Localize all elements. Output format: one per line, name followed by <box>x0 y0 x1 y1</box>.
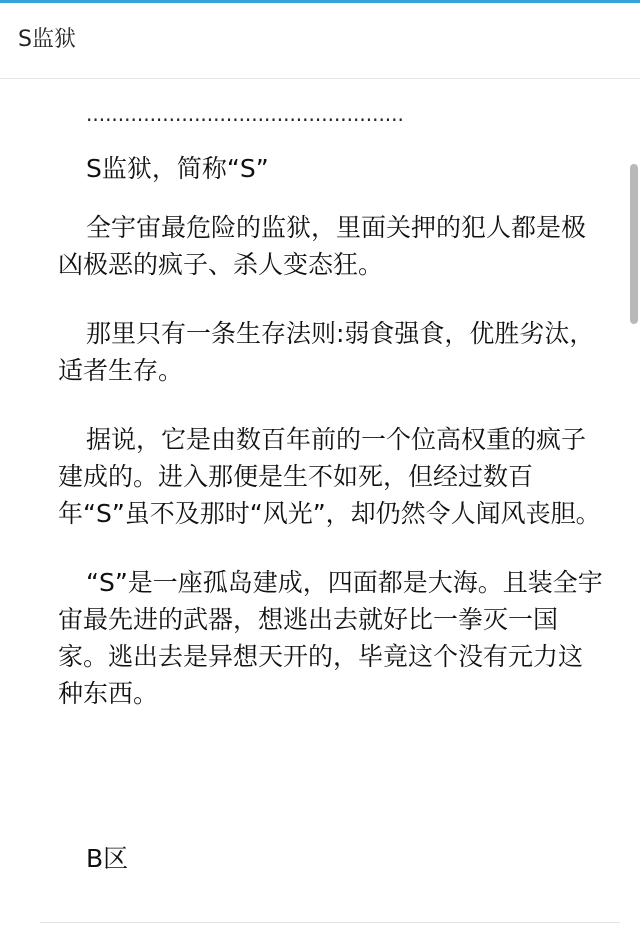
bottom-divider <box>40 922 620 923</box>
paragraph-1: S监狱，简称“S” <box>86 154 269 183</box>
paragraph-2: 全宇宙最危险的监狱，里面关押的犯人都是极凶极恶的疯子、杀人变态狂。 <box>58 213 587 279</box>
paragraph-3: 那里只有一条生存法则:弱食强食，优胜劣汰，适者生存。 <box>58 319 595 385</box>
reader-scroll-area[interactable] <box>0 80 640 927</box>
section-heading-b: B区 <box>86 844 129 873</box>
app-header <box>0 3 640 79</box>
paragraph-5: “S”是一座孤岛建成，四面都是大海。且装全宇宙最先进的武器，想逃出去就好比一拳灭一国家。逃出去是异想天开的，毕竟这个没有元力这种东西。 <box>58 568 603 708</box>
page-title: S监狱 <box>18 27 76 52</box>
section-separator: .................................................. <box>86 102 404 126</box>
scrollbar[interactable] <box>626 80 640 927</box>
paragraph-4: 据说，它是由数百年前的一个位高权重的疯子建成的。进入那便是生不如死，但经过数百年“S”虽不及那时“风光”，却仍然令人闻风丧胆。 <box>58 425 601 528</box>
article-content <box>58 80 606 877</box>
scrollbar-thumb[interactable] <box>630 164 638 324</box>
